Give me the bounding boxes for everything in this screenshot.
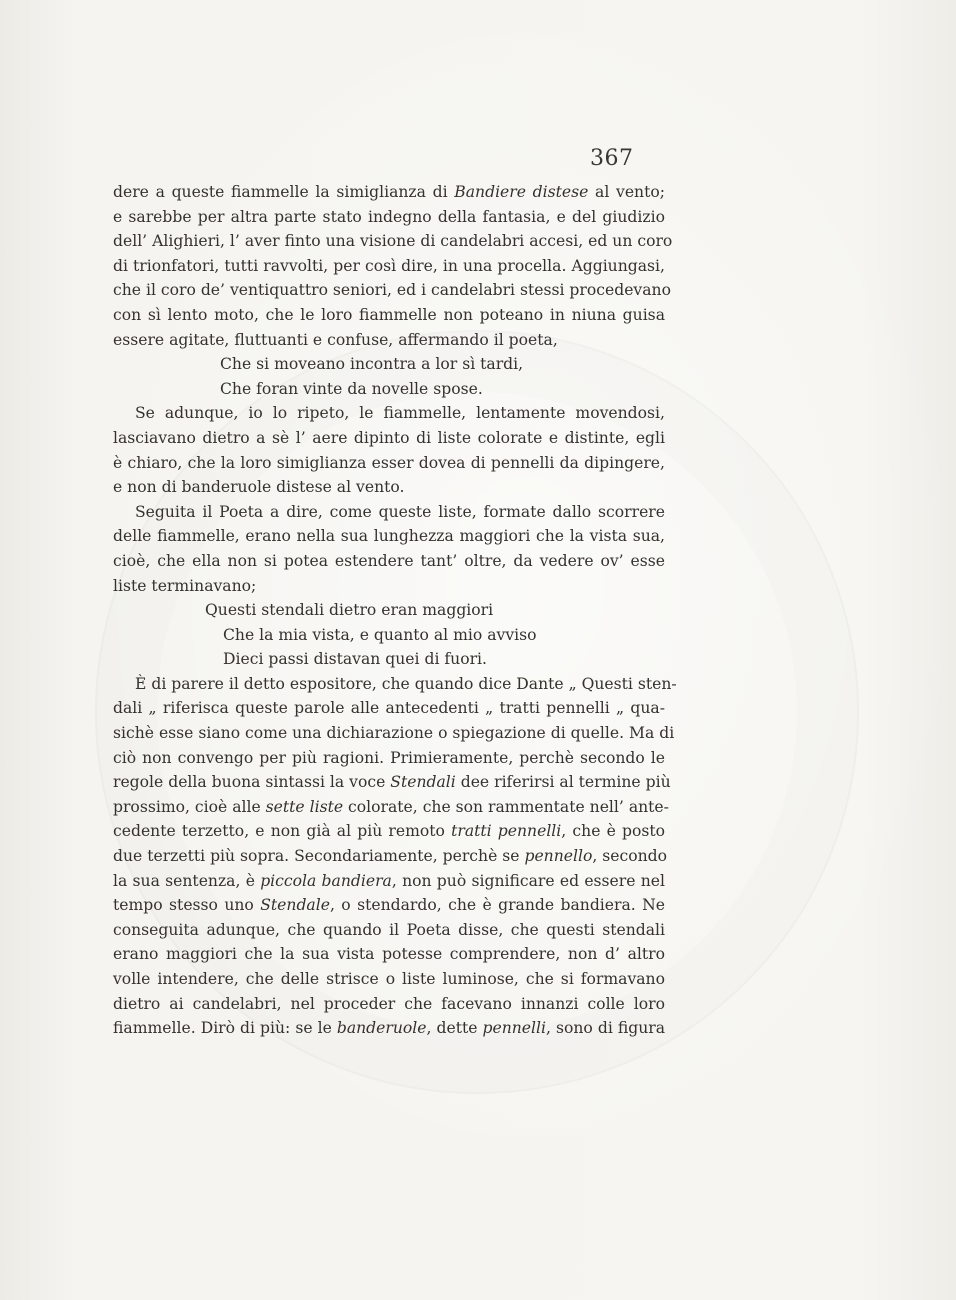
text-segment: due terzetti più sopra. Secondariamente, perchè se — [113, 847, 525, 866]
italic-text: Bandiere distese — [454, 183, 589, 201]
text-line — [113, 524, 665, 549]
text-segment: Questi stendali dietro eran maggiori — [205, 601, 494, 620]
text-segment: con sì lento moto, che le loro fiammelle non poteano in niuna guisa — [113, 305, 665, 324]
text-segment: è chiaro, che la loro simiglianza esser dovea di pennelli da dipingere, — [113, 453, 665, 472]
text-segment: , non può significare ed essere nel — [391, 871, 665, 890]
text-segment: cedente terzetto, e non già al più remoto — [113, 822, 452, 841]
text-segment: prossimo, cioè alle — [113, 797, 266, 816]
text-line — [113, 746, 665, 771]
text-segment: , secondo — [592, 847, 668, 866]
text-segment: sichè esse siano come una dichiarazione o spiegazione di quelle. Ma di — [113, 724, 675, 743]
text-line — [113, 180, 665, 205]
verse-line — [113, 647, 665, 672]
verse-line — [113, 598, 665, 623]
text-segment: dietro ai candelabri, nel proceder che facevano innanzi colle loro — [113, 994, 665, 1013]
text-line — [113, 205, 665, 230]
page-number: 367 — [590, 146, 634, 171]
text-line — [113, 844, 668, 869]
italic-text: tratti pennelli — [451, 822, 562, 841]
text-line — [113, 549, 665, 574]
verse-line — [113, 623, 665, 648]
text-segment: Che la mia vista, e quanto al mio avviso — [223, 625, 537, 644]
text-segment: , sono di figura — [546, 1019, 666, 1038]
text-segment: È di parere il detto espositore, che quando dice Dante „ Questi sten- — [135, 674, 677, 693]
text-segment: erano maggiori che la sua vista potesse comprendere, non d’ altro — [113, 945, 665, 964]
text-line — [113, 303, 665, 328]
text-line — [113, 942, 665, 967]
text-line — [113, 574, 665, 599]
text-segment: , o stendardo, che è grande bandiera. Ne — [329, 896, 665, 915]
text-line — [113, 254, 665, 279]
italic-text: pennelli — [482, 1019, 546, 1038]
text-line — [113, 1016, 665, 1041]
text-line — [113, 401, 665, 426]
italic-text: sette liste — [265, 797, 344, 816]
text-segment: delle fiammelle, erano nella sua lunghezza maggiori che la vista sua, — [113, 527, 665, 546]
text-segment: cioè, che ella non si potea estendere tant’ oltre, da vedere ov’ esse — [113, 551, 665, 570]
text-segment: la sua sentenza, è — [113, 871, 261, 890]
verse-line — [113, 377, 665, 402]
text-segment: conseguita adunque, che quando il Poeta disse, che questi stendali — [113, 920, 665, 939]
text-line — [113, 918, 665, 943]
text-segment: lasciavano dietro a sè l’ aere dipinto di liste colorate e distinte, egli — [113, 428, 665, 447]
italic-text: Stendale — [260, 896, 330, 915]
body-text — [113, 180, 677, 1041]
text-segment: , dette — [426, 1019, 483, 1038]
italic-text: pennello — [524, 847, 593, 866]
text-line — [113, 696, 665, 721]
text-line — [113, 278, 671, 303]
text-segment: liste terminavano; — [113, 576, 257, 595]
text-line — [113, 992, 665, 1017]
text-line — [113, 475, 665, 500]
text-line — [113, 451, 665, 476]
text-line — [113, 721, 675, 746]
text-line — [113, 500, 665, 525]
text-segment: Se adunque, io lo ripeto, le fiammelle, lentamente movendosi, — [135, 404, 665, 423]
text-segment: dali „ riferisca queste parole alle antecedenti „ tratti pennelli „ qua- — [113, 699, 665, 718]
text-segment: Che foran vinte da novelle spose. — [220, 379, 483, 398]
text-line — [113, 328, 665, 353]
text-line — [113, 770, 671, 795]
text-segment: al vento; — [588, 183, 666, 201]
text-line — [113, 426, 665, 451]
text-segment: dee riferirsi al termine più — [455, 773, 671, 792]
text-line — [113, 672, 677, 697]
text-segment: tempo stesso uno — [113, 896, 261, 915]
text-segment: Che si moveano incontra a lor sì tardi, — [220, 355, 524, 374]
text-segment: colorate, che son rammentate nell’ ante- — [343, 797, 669, 816]
italic-text: banderuole — [336, 1019, 427, 1038]
italic-text: Stendali — [390, 773, 456, 792]
text-segment: fiammelle. Dirò di più: se le — [113, 1019, 337, 1038]
text-segment: Seguita il Poeta a dire, come queste liste, formate dallo scorrere — [135, 502, 665, 521]
text-segment: dell’ Alighieri, l’ aver finto una visione di candelabri accesi, ed un coro — [113, 232, 673, 251]
text-line — [113, 795, 669, 820]
text-segment: regole della buona sintassi la voce — [113, 773, 391, 792]
text-segment: , che è posto — [561, 822, 666, 841]
text-line — [113, 893, 665, 918]
italic-text: piccola bandiera — [260, 871, 392, 890]
text-segment: e sarebbe per altra parte stato indegno della fantasia, e del giudizio — [113, 207, 665, 226]
text-line — [113, 229, 673, 254]
text-segment: di trionfatori, tutti ravvolti, per così dire, in una procella. Aggiungasi, — [113, 256, 665, 275]
text-segment: e non di banderuole distese al vento. — [113, 478, 405, 497]
text-segment: Dieci passi distavan quei di fuori. — [223, 650, 487, 669]
text-segment: che il coro de’ ventiquattro seniori, ed i candelabri stessi procedevano — [113, 281, 671, 300]
text-line — [113, 967, 665, 992]
text-segment: volle intendere, che delle strisce o liste luminose, che si formavano — [113, 970, 665, 988]
text-segment: dere a queste fiammelle la simiglianza di — [113, 183, 455, 201]
text-line — [113, 869, 665, 894]
text-line — [113, 819, 665, 844]
verse-line — [113, 352, 665, 377]
text-segment: essere agitate, fluttuanti e confuse, affermando il poeta, — [113, 330, 558, 349]
text-segment: ciò non convengo per più ragioni. Primieramente, perchè secondo le — [113, 748, 665, 767]
